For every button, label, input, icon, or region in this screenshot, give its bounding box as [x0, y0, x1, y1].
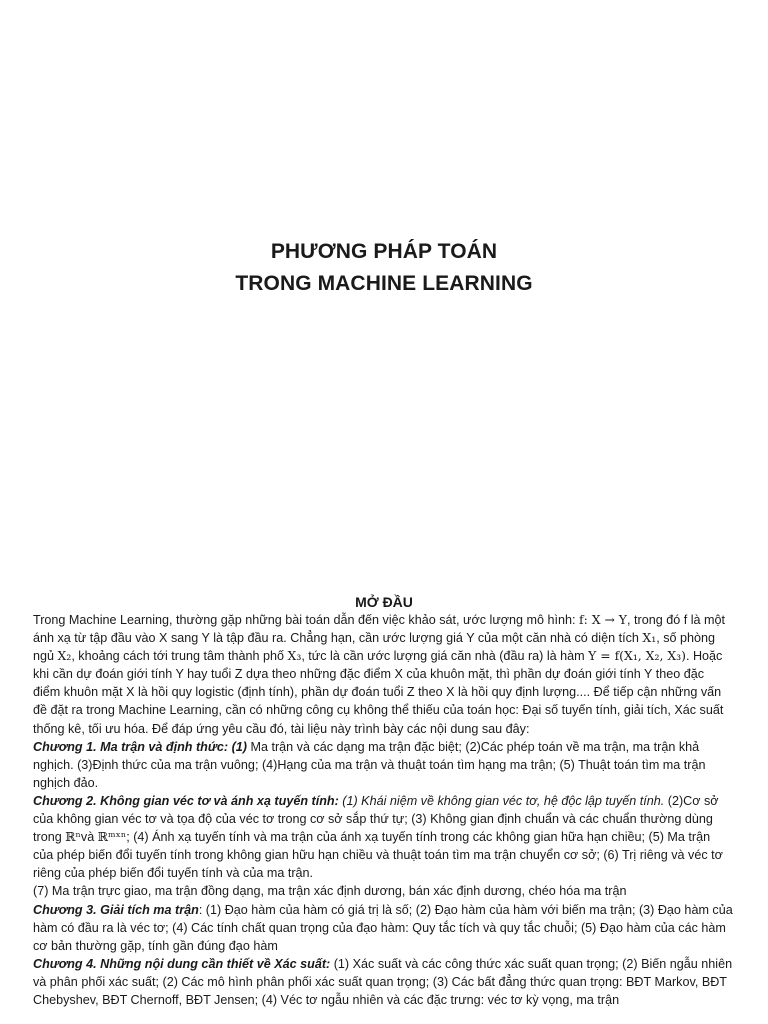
chapter-2: [33, 792, 733, 882]
chapter-2-continued: (7) Ma trận trực giao, ma trận đồng dạng, ma trận xác định dương, bán xác định dương, chéo hóa ma trận: [33, 884, 627, 899]
document-body: [33, 611, 733, 1009]
intro-text: , trong đó f là một ánh xạ từ tập đầu vào X sang Y là tập đầu ra. Chẳng hạn, cần ước lượng giá Y của một căn nhà có diện tích: [33, 613, 726, 646]
intro-paragraph: [33, 611, 733, 738]
math-formula: ℝᵐˣⁿ: [97, 829, 127, 845]
chapter-label: Chương 3. Giải tích ma trận: [33, 902, 199, 917]
title-line-2: TRONG MACHINE LEARNING: [235, 272, 533, 295]
intro-text: , số phòng ngủ: [33, 631, 716, 664]
math-formula: ℝⁿ: [65, 829, 81, 845]
intro-text: . Hoặc khi cần dự đoán giới tính Y hay tuổi Z dựa theo những đặc điểm X của khuôn mặt, thì phần dự đoán giới tính Y theo đặc điểm khuôn mặt X là hồi quy logistic (định tính), phần dự đoán tuổi Z theo X là hồi quy định lượng.... Để tiếp cận những vấn đề đặt ra trong Machine Learning, cần có những công cụ không thể thiếu của toán học: Đại số tuyến tính, giải tích, Xác suất thống kê, tối ưu hóa. Để đáp ứng yêu cầu đó, tài liệu này trình bày các nội dung sau đây:: [33, 649, 724, 736]
chapter-label: Chương 1: [33, 739, 94, 754]
chapter-italic-text: (1) Khái niệm về không gian véc tơ, hệ độc lập tuyến tính.: [338, 793, 665, 808]
chapter-label: (1): [228, 739, 247, 754]
chapter-text: (1) Đạo hàm của hàm có giá trị là số; (2) Đạo hàm của hàm với biến ma trận; (3) Đạo hàm của hàm có đầu ra là véc tơ; (4) Các tính chất quan trọng của đạo hàm: Quy tắc tích và quy tắc chuỗi; (5) Đạo hàm của các hàm cơ bản thường gặp, tính gần đúng đạo hàm: [33, 902, 733, 953]
chapter-text: Ma trận và các dạng ma trận đặc biệt; (2)Các phép toán về ma trận, ma trận khả nghịch. (3)Định thức của ma trận vuông; (4)Hạng của ma trận và thuật toán tìm hạng ma trận; (5) Thuật toán tìm ma trận nghịch đảo.: [33, 739, 706, 790]
math-formula: f: X → Y: [579, 612, 627, 627]
document-title: [0, 236, 768, 300]
math-formula: X₃: [287, 648, 302, 664]
chapter-label: . Ma trận và định thức:: [93, 739, 229, 754]
chapter-text: ; (4) Ánh xạ tuyến tính và ma trận của ánh xạ tuyến tính trong các không gian hữa hạn chiều; (5) Ma trận của phép biến đổi tuyến tính trong không gian hữu hạn chiều và thuật toán tìm ma trận chuyển cơ sở; (6) Trị riêng và véc tơ riêng của phép biến đổi tuyến tính và của ma trận.: [33, 830, 723, 881]
chapter-text: và: [80, 830, 98, 845]
chapter-text: (1) Xác suất và các công thức xác suất quan trọng; (2) Biến ngẫu nhiên và phân phối xác suất; (2) Các mô hình phân phối xác suất quan trọng; (3) Các bất đẳng thức quan trọng: BĐT Markov, BĐT Chebyshev, BĐT Chernoff, BĐT Jensen; (4) Véc tơ ngẫu nhiên và các đặc trưng: véc tơ kỳ vọng, ma trận: [33, 956, 733, 1007]
math-formula: X₂: [57, 648, 72, 664]
intro-text: , tức là cần ước lượng giá căn nhà (đầu ra) là hàm: [301, 649, 589, 664]
math-formula: Y = f(X₁, X₂, X₃): [588, 648, 686, 664]
chapter-4: [33, 955, 733, 1009]
chapter-label: Chương 4. Những nội dung cần thiết về Xác suất:: [33, 956, 331, 971]
math-formula: X₁: [642, 630, 657, 646]
intro-text: , khoảng cách tới trung tâm thành phố: [71, 649, 288, 664]
chapter-1: [33, 738, 733, 792]
chapter-label: :: [198, 902, 203, 917]
chapter-3: [33, 901, 733, 955]
title-line-1: PHƯƠNG PHÁP TOÁN: [270, 240, 498, 263]
chapter-label: Chương 2. Không gian véc tơ và ánh xạ tuyến tính:: [33, 793, 339, 808]
intro-text: Trong Machine Learning, thường gặp những bài toán dẫn đến việc khảo sát, ước lượng mô hình:: [33, 613, 580, 627]
section-heading: MỞ ĐẦU: [355, 594, 413, 610]
chapter-text: (2)Cơ sở của không gian véc tơ và tọa độ của véc tơ trong cơ sở sắp thứ tự; (3) Không gian định chuẩn và các chuẩn thường dùng trong: [33, 793, 719, 845]
